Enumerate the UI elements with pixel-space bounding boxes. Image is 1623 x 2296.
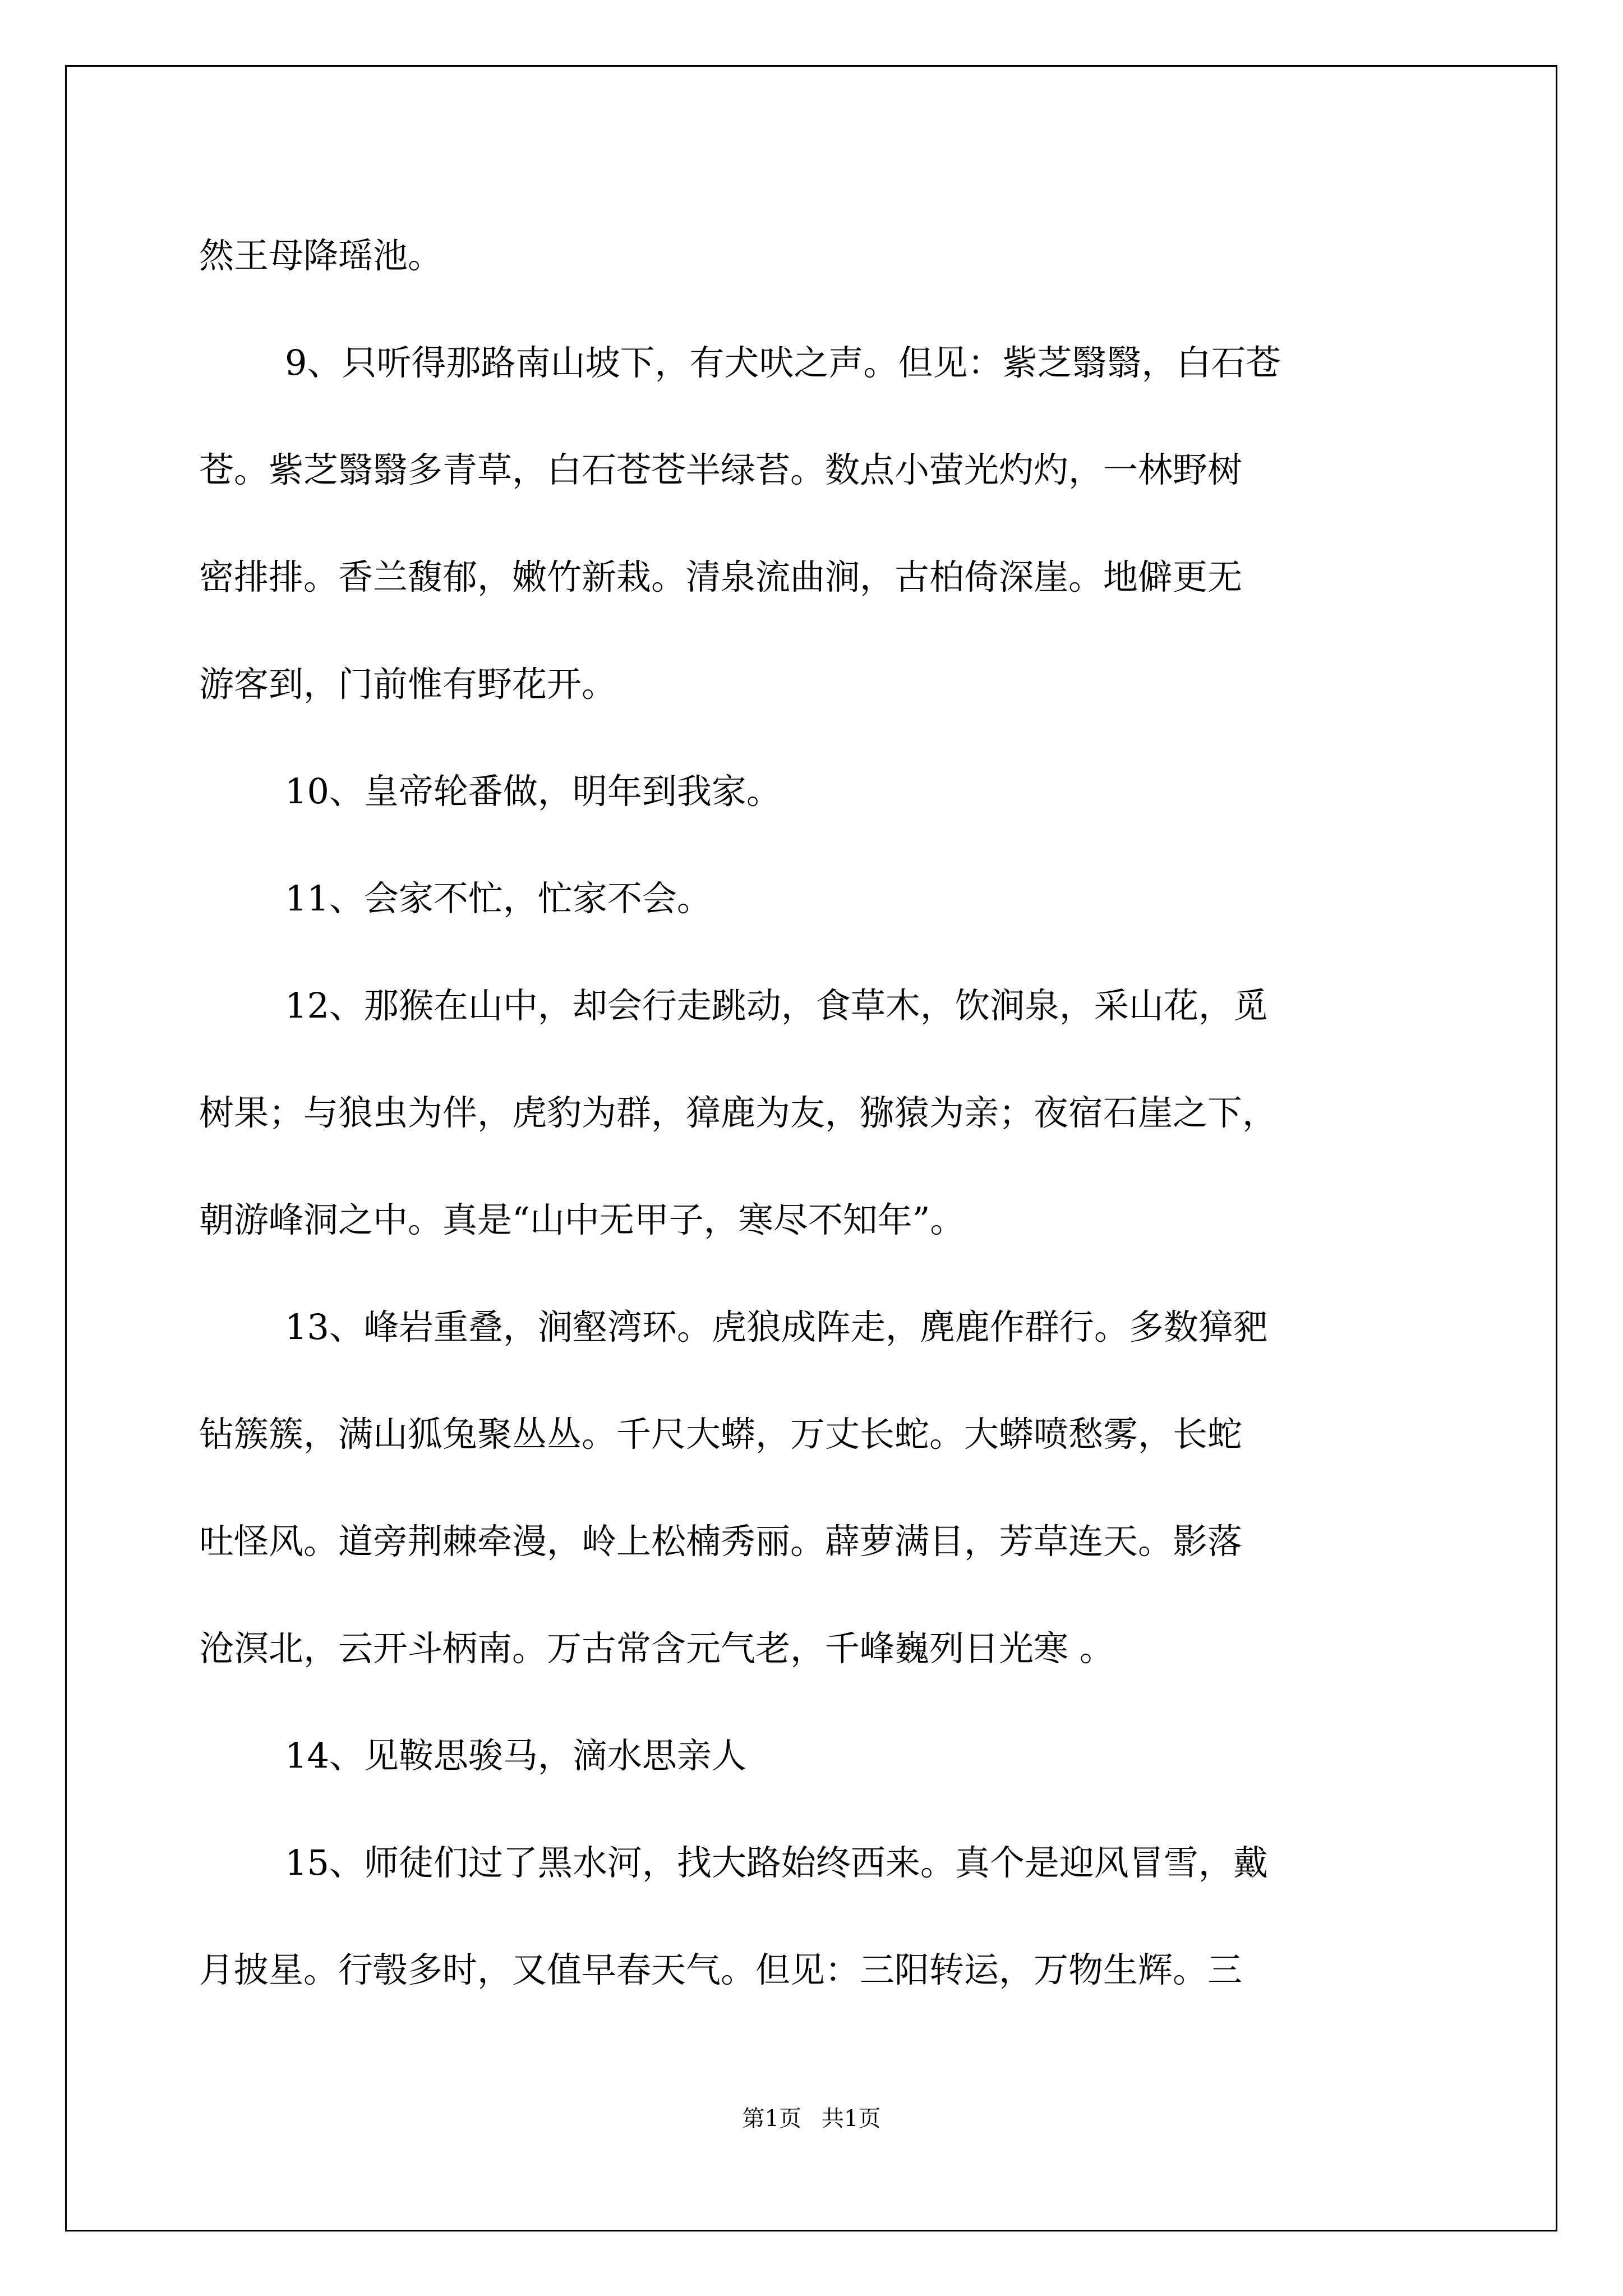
text-line: 树果；与狼虫为伴，虎豹为群，獐鹿为友，猕猿为亲；夜宿石崖之下， xyxy=(199,1092,1278,1133)
document-body xyxy=(199,202,1427,2023)
text-line: 14、见鞍思骏马，滴水思亲人 xyxy=(285,1735,746,1776)
page-footer xyxy=(0,2101,1623,2133)
text-line: 13、峰岩重叠，涧壑湾环。虎狼成阵走，麂鹿作群行。多数獐豝 xyxy=(285,1306,1268,1347)
text-line: 9、只听得那路南山坡下，有犬吠之声。但见：紫芝翳翳，白石苍 xyxy=(285,342,1281,383)
text-line: 密排排。香兰馥郁，嫩竹新栽。清泉流曲涧，古柏倚深崖。地僻更无 xyxy=(199,556,1243,597)
text-line: 月披星。行彀多时，又值早春天气。但见：三阳转运，万物生辉。三 xyxy=(199,1949,1243,1990)
page-number-total: 共1页 xyxy=(822,2106,881,2132)
page-number-current: 第1页 xyxy=(742,2106,801,2132)
text-line: 15、师徒们过了黑水河，找大路始终西来。真个是迎风冒雪，戴 xyxy=(285,1842,1268,1883)
text-line: 然王母降瑶池。 xyxy=(199,235,443,276)
text-line: 苍。紫芝翳翳多青草，白石苍苍半绿苔。数点小萤光灼灼，一林野树 xyxy=(199,449,1243,490)
text-line: 游客到，门前惟有野花开。 xyxy=(199,664,617,705)
text-line: 朝游峰洞之中。真是“山中无甲子，寒尽不知年”。 xyxy=(199,1199,965,1240)
text-line: 11、会家不忙，忙家不会。 xyxy=(285,878,712,919)
text-line: 钻簇簇，满山狐兔聚丛丛。千尺大蟒，万丈长蛇。大蟒喷愁雾，长蛇 xyxy=(199,1414,1243,1455)
text-line: 12、那猴在山中，却会行走跳动，食草木，饮涧泉，采山花，觅 xyxy=(285,985,1268,1026)
text-line: 沧溟北，云开斗柄南。万古常含元气老，千峰巍列日光寒 。 xyxy=(199,1628,1114,1669)
text-line: 吐怪风。道旁荆棘牵漫，岭上松楠秀丽。薜萝满目，芳草连天。影落 xyxy=(199,1521,1243,1562)
text-line: 10、皇帝轮番做，明年到我家。 xyxy=(285,771,781,812)
